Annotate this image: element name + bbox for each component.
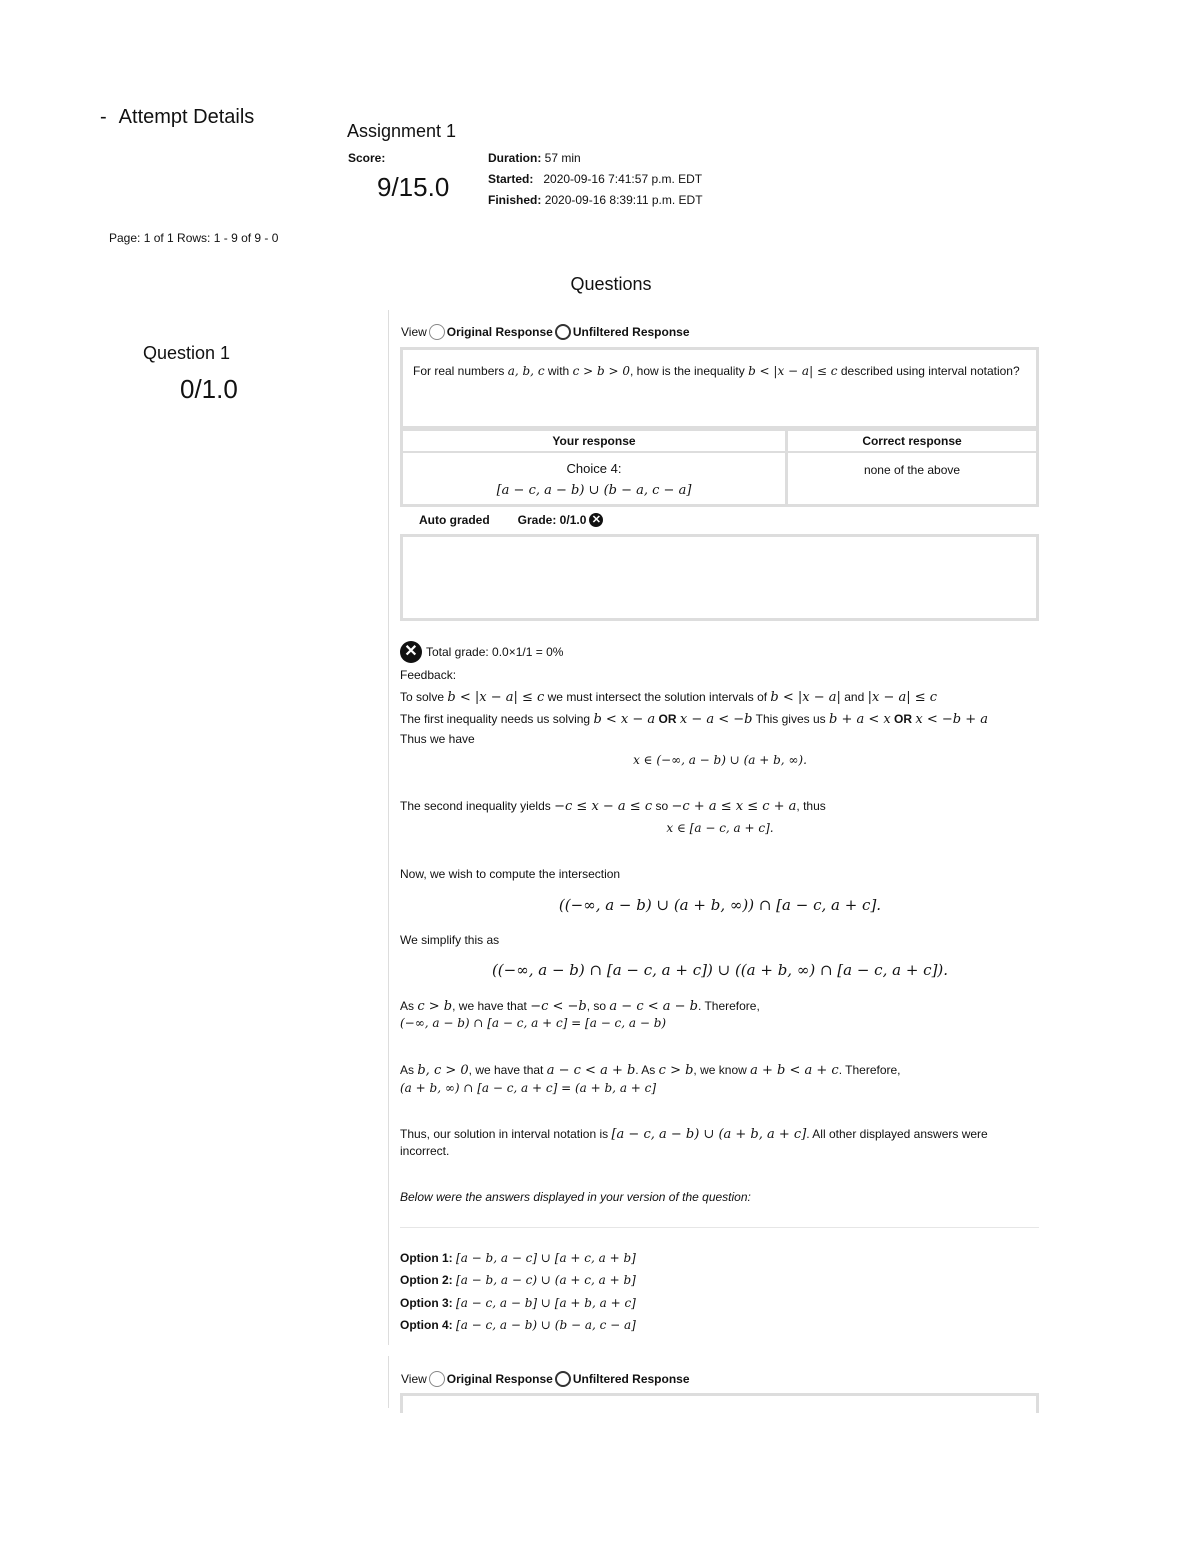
feedback-text: . As [635, 1063, 656, 1077]
pagination-text: Page: 1 of 1 Rows: 1 - 9 of 9 - 0 [109, 231, 279, 245]
feedback-math: (−∞, a − b) ∩ [a − c, a + c] = [a − c, a − b) [400, 1016, 667, 1030]
total-grade-row [400, 641, 563, 663]
option-math: [a − b, a − c] ∪ [a + c, a + b] [456, 1251, 636, 1265]
option-label: Option 2: [400, 1273, 453, 1287]
view-label: View [401, 1372, 427, 1386]
prompt-math: c > b > 0 [572, 364, 630, 378]
feedback-math: b < x − a [593, 712, 656, 727]
duration-value: 57 min [544, 151, 581, 165]
question-score: 0/1.0 [180, 374, 238, 404]
feedback-line [400, 689, 1040, 706]
started-label: Started: [488, 172, 534, 186]
correct-response-header: Correct response [788, 431, 1036, 453]
divider [400, 1227, 1039, 1228]
prompt-math: a, b, c [507, 364, 545, 378]
score-label: Score: [348, 151, 386, 165]
feedback-text: Now, we wish to compute the intersection [400, 867, 621, 881]
column-divider [388, 1356, 389, 1408]
option-item [400, 1273, 636, 1287]
view-toggle-row [401, 324, 690, 340]
prompt-math: b < |x − a| ≤ c [748, 364, 838, 378]
feedback-text: OR [658, 712, 677, 726]
question-label: Question 1 [143, 343, 231, 363]
auto-graded-label: Auto graded [419, 513, 490, 527]
feedback-text: , so [586, 999, 607, 1013]
duration-row [488, 151, 581, 165]
option-label: Option 1: [400, 1251, 453, 1265]
feedback-text: . Therefore, [698, 999, 760, 1013]
grade-text: Grade: 0/1.0 [517, 513, 587, 527]
column-divider [388, 310, 389, 1345]
feedback-text: . All other displayed answers were incorrect. [400, 1127, 988, 1158]
unfiltered-response-radio[interactable] [555, 1371, 571, 1387]
started-row [488, 172, 702, 186]
unfiltered-response-radio[interactable] [555, 324, 571, 340]
feedback-math: b + a < x [828, 712, 891, 727]
view-label: View [401, 325, 427, 339]
collapse-toggle-icon[interactable]: - [100, 106, 107, 128]
feedback-text: OR [894, 712, 913, 726]
prompt-text: with [547, 364, 570, 378]
grade-row [419, 513, 603, 527]
feedback-text: As [400, 999, 415, 1013]
feedback-math: [a − c, a − b) ∪ (a + b, a + c] [611, 1127, 807, 1142]
feedback-text: Thus, our solution in interval notation is [400, 1127, 609, 1141]
comment-box[interactable] [400, 534, 1039, 621]
feedback-text: This gives us [755, 712, 826, 726]
original-response-label[interactable]: Original Response [446, 325, 553, 339]
assignment-title: Assignment 1 [347, 121, 457, 141]
feedback-text: we must intersect the solution intervals of [547, 690, 768, 704]
incorrect-x-icon: ✕ [589, 513, 603, 527]
feedback-line [400, 1126, 1040, 1159]
finished-value: 2020-09-16 8:39:11 p.m. EDT [544, 193, 703, 207]
prompt-text: For real numbers [413, 364, 505, 378]
feedback-math: −c < −b [530, 999, 587, 1014]
feedback-math: −c ≤ x − a ≤ c [554, 799, 653, 814]
displayed-answers-note: Below were the answers displayed in your version of the question: [400, 1190, 751, 1204]
feedback-math: x − a < −b [679, 712, 753, 727]
feedback-display-math: ((−∞, a − b) ∩ [a − c, a + c]) ∪ ((a + b, ∞) ∩ [a − c, a + c]). [491, 961, 949, 979]
incorrect-x-icon: ✕ [400, 641, 422, 663]
feedback-display-math: x ∈ (−∞, a − b) ∪ (a + b, ∞). [633, 753, 807, 767]
feedback-math: b, c > 0 [417, 1063, 469, 1078]
correct-response-cell: none of the above [863, 463, 961, 477]
original-response-radio[interactable] [429, 324, 445, 340]
duration-label: Duration: [488, 151, 542, 165]
original-response-label[interactable]: Original Response [446, 1372, 553, 1386]
prompt-text: described using interval notation? [840, 364, 1020, 378]
total-grade-text: Total grade: 0.0×1/1 = 0% [426, 645, 564, 659]
your-choice-math: [a − c, a − b) ∪ (b − a, c − a] [496, 483, 692, 498]
option-item [400, 1251, 636, 1265]
option-math: [a − c, a − b] ∪ [a + b, a + c] [456, 1296, 636, 1310]
option-item [400, 1296, 636, 1310]
feedback-text: . Therefore, [838, 1063, 901, 1077]
feedback-math: c > b [658, 1063, 694, 1078]
feedback-text: The second inequality yields [400, 799, 551, 813]
feedback-line [400, 798, 1040, 815]
feedback-text: so [655, 799, 669, 813]
feedback-text: The first inequality needs us solving [400, 712, 591, 726]
finished-label: Finished: [488, 193, 542, 207]
feedback-text: , we have that [468, 1063, 544, 1077]
feedback-line [400, 998, 1040, 1015]
unfiltered-response-label[interactable]: Unfiltered Response [572, 325, 690, 339]
feedback-text: Thus we have [400, 732, 475, 746]
feedback-display-math: ((−∞, a − b) ∪ (a + b, ∞)) ∩ [a − c, a + c]. [558, 896, 882, 914]
feedback-text: and [844, 690, 865, 704]
option-label: Option 3: [400, 1296, 453, 1310]
feedback-math: −c + a ≤ x ≤ c + a [671, 799, 797, 814]
option-item [400, 1318, 636, 1332]
grade-status [518, 513, 604, 527]
your-response-cell [403, 458, 785, 502]
feedback-line [400, 1062, 1040, 1079]
feedback-math: a − c < a + b [546, 1063, 636, 1078]
feedback-line [400, 711, 1040, 728]
original-response-radio[interactable] [429, 1371, 445, 1387]
question-prompt-box [400, 1393, 1039, 1413]
question-prompt-box [400, 347, 1039, 429]
attempt-details-heading[interactable] [100, 106, 254, 129]
view-toggle-row [401, 1371, 690, 1387]
feedback-text: , thus [796, 799, 826, 813]
feedback-label: Feedback: [400, 668, 457, 682]
your-choice-label: Choice 4: [566, 461, 622, 476]
feedback-math: b < |x − a| ≤ c [447, 690, 545, 705]
feedback-text: We simplify this as [400, 933, 500, 947]
option-label: Option 4: [400, 1318, 453, 1332]
option-math: [a − b, a − c) ∪ (a + c, a + b] [456, 1273, 636, 1287]
option-math: [a − c, a − b) ∪ (b − a, c − a] [456, 1318, 636, 1332]
started-value: 2020-09-16 7:41:57 p.m. EDT [543, 172, 703, 186]
feedback-math: a − c < a − b [609, 999, 698, 1014]
feedback-display-math: x ∈ [a − c, a + c]. [666, 821, 774, 835]
feedback-math: c > b [417, 999, 453, 1014]
feedback-text: To solve [400, 690, 445, 704]
feedback-math: b < |x − a| [770, 690, 841, 705]
your-response-header: Your response [403, 431, 785, 453]
feedback-math: (a + b, ∞) ∩ [a − c, a + c] = (a + b, a + c] [400, 1081, 657, 1095]
feedback-text: As [400, 1063, 415, 1077]
prompt-text: , how is the inequality [629, 364, 745, 378]
unfiltered-response-label[interactable]: Unfiltered Response [572, 1372, 690, 1386]
feedback-text: , we know [693, 1063, 747, 1077]
questions-heading: Questions [570, 274, 652, 294]
attempt-details-title: Attempt Details [118, 106, 255, 128]
response-table [400, 428, 1039, 507]
score-value: 9/15.0 [377, 172, 450, 202]
feedback-math: |x − a| ≤ c [867, 690, 938, 705]
feedback-math: a + b < a + c [750, 1063, 839, 1078]
feedback-math: x < −b + a [915, 712, 989, 727]
finished-row [488, 193, 703, 207]
feedback-text: , we have that [452, 999, 527, 1013]
